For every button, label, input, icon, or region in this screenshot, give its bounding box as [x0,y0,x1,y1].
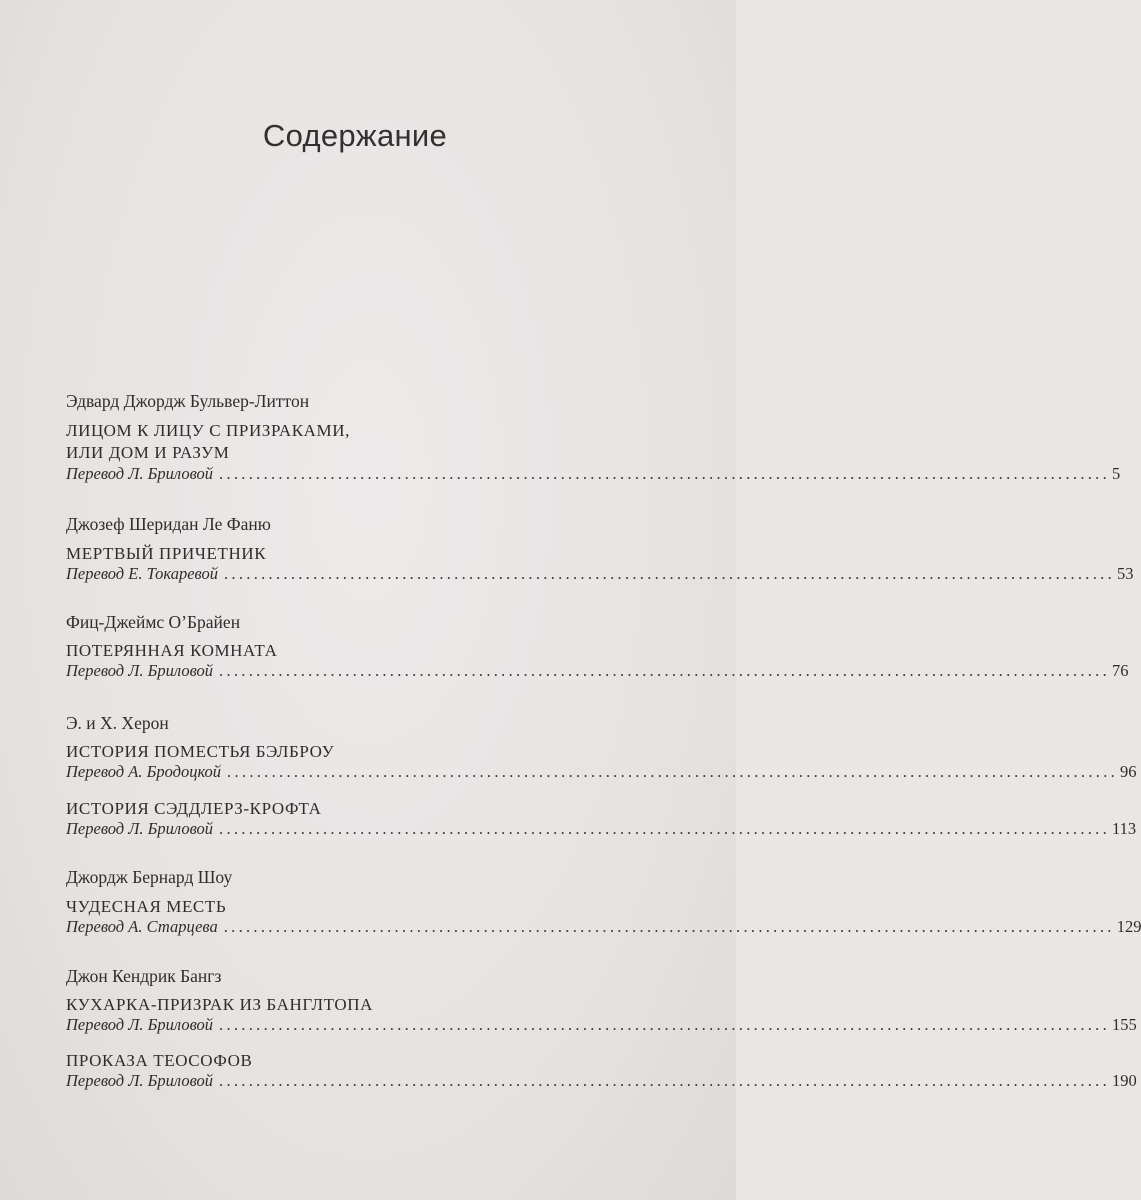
toc-entry[interactable] [66,464,1121,484]
dot-leader: ........................................................................................................................ [223,917,1115,936]
author-name: Джордж Бернард Шоу [66,867,233,887]
page-number: 76 [1112,661,1129,680]
work-title [66,543,266,565]
toc-entry[interactable] [66,1071,1137,1091]
dot-leader: ........................................................................................................................ [227,762,1119,781]
page-number: 96 [1120,762,1137,781]
dot-leader: ........................................................................................................................ [219,819,1111,838]
dot-leader: ........................................................................................................................ [219,661,1111,680]
work-title-line: ЧУДЕСНАЯ МЕСТЬ [66,897,227,916]
translator-credit: Перевод А. Бродоцкой [66,762,222,781]
work-title [66,1050,252,1072]
author-name: Эдвард Джордж Бульвер-Литтон [66,391,310,411]
toc-entry[interactable] [66,819,1137,839]
translator-credit: Перевод Л. Бриловой [66,1015,214,1034]
dot-leader: ........................................................................................................................ [219,1071,1111,1090]
work-title-line: МЕРТВЫЙ ПРИЧЕТНИК [66,544,267,563]
toc-entry[interactable] [66,564,1134,584]
work-title-line: ЛИЦОМ К ЛИЦУ С ПРИЗРАКАМИ, [66,421,350,440]
translator-credit: Перевод Л. Бриловой [66,661,214,680]
page-title: Содержание [262,118,448,153]
author-name: Фиц-Джеймс О’Брайен [66,612,241,632]
work-title-line: ИЛИ ДОМ И РАЗУМ [66,443,230,462]
toc-entry[interactable] [66,762,1137,782]
work-title [66,994,373,1016]
page-number: 129 [1116,917,1141,936]
page-number: 5 [1112,464,1121,483]
toc-entry[interactable] [66,661,1129,681]
dot-leader: ........................................................................................................................ [219,1015,1111,1034]
work-title-line: ИСТОРИЯ СЭДДЛЕРЗ-КРОФТА [66,799,322,818]
translator-credit: Перевод Л. Бриловой [66,1071,214,1090]
work-title [66,640,277,662]
work-title [66,420,350,464]
work-title-line: ИСТОРИЯ ПОМЕСТЬЯ БЭЛБРОУ [66,742,335,761]
work-title [66,741,334,763]
dot-leader: ........................................................................................................................ [219,464,1111,483]
page-number: 190 [1112,1071,1137,1090]
author-name: Э. и Х. Херон [66,713,169,733]
translator-credit: Перевод Е. Токаревой [66,564,218,583]
author-name: Джон Кендрик Бангз [66,966,222,986]
translator-credit: Перевод Л. Бриловой [66,819,214,838]
work-title-line: КУХАРКА-ПРИЗРАК ИЗ БАНГЛТОПА [66,995,373,1014]
toc-entry[interactable] [66,1015,1137,1035]
work-title-line: ПРОКАЗА ТЕОСОФОВ [66,1051,253,1070]
work-title [66,798,322,820]
page-number: 113 [1112,819,1137,838]
page-number: 53 [1117,564,1134,583]
translator-credit: Перевод А. Старцева [66,917,218,936]
author-name: Джозеф Шеридан Ле Фаню [66,514,271,534]
translator-credit: Перевод Л. Бриловой [66,464,214,483]
toc-entry[interactable] [66,917,1141,937]
work-title-line: ПОТЕРЯННАЯ КОМНАТА [66,641,278,660]
dot-leader: ........................................................................................................................ [224,564,1115,583]
page-number: 155 [1112,1015,1137,1034]
work-title [66,896,226,918]
